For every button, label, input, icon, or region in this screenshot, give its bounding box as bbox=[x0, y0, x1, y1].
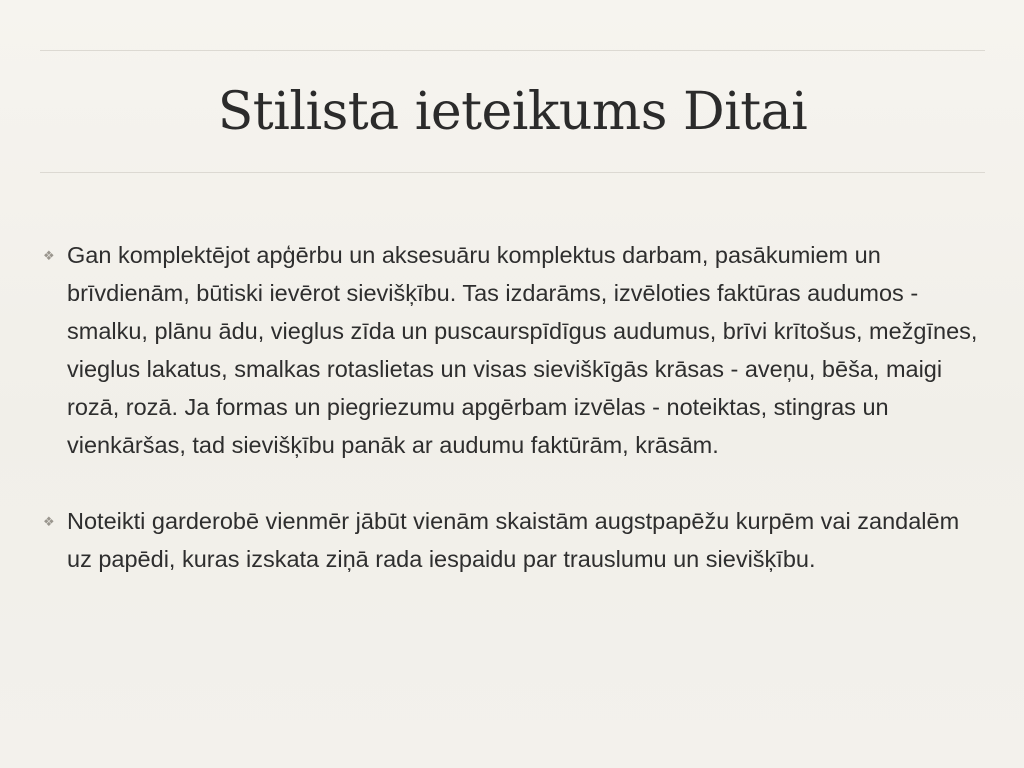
diamond-ornament-icon: ❖ bbox=[43, 249, 55, 264]
bullet-text: Gan komplektējot apģērbu un aksesuāru komplektus darbam, pasākumiem un brīvdienām, būtiski ievērot sievišķību. Tas izdarāms, izvēloties faktūras audumos - smalku, plānu ādu, vieglus zīda un puscaurspīdīgus audumus, brīvi krītošus, mežgīnes, vieglus lakatus, smalkas rotaslietas un visas sieviškīgās krāsas - aveņu, bēša, maigi rozā, rozā. Ja formas un piegriezumu apgērbam izvēlas - noteiktas, stingras un vienkāršas, tad sievišķību panāk ar audumu faktūrām, krāsām. bbox=[67, 242, 978, 458]
diamond-ornament-icon: ❖ bbox=[43, 515, 55, 530]
title-bottom-divider bbox=[40, 172, 985, 173]
bullet-text: Noteikti garderobē vienmēr jābūt vienām skaistām augstpapēžu kurpēm vai zandalēm uz papēdi, kuras izskata ziņā rada iespaidu par trauslumu un sievišķību. bbox=[67, 508, 960, 572]
title-top-divider bbox=[40, 50, 985, 51]
bullet-item bbox=[40, 236, 990, 464]
bullet-list bbox=[40, 236, 990, 578]
bullet-item bbox=[40, 502, 990, 578]
slide-title: Stilista ieteikums Ditai bbox=[217, 82, 808, 142]
